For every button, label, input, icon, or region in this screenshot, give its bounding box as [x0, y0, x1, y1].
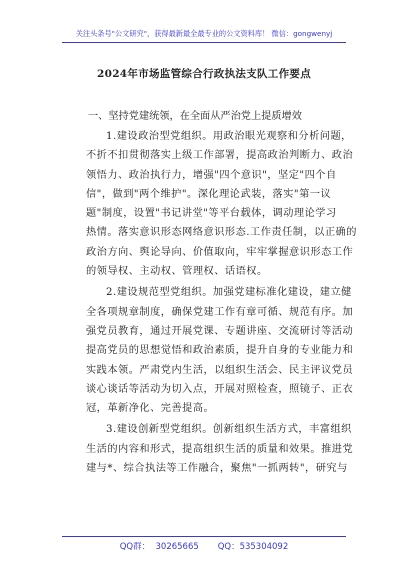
paragraph-2 [86, 283, 354, 418]
section-heading: 一、坚持党建统领，在全面从严治党上提质增效 [88, 111, 302, 122]
paragraph-line: 信"，做到"两个维护"。深化理论武装，落实"第一议 [86, 188, 332, 200]
paragraph-line: 强党员教育，通过开展党课、专题讲座、交流研讨等活动 [86, 325, 354, 337]
paragraph-line: 冠，革新净化、完善提高。 [86, 403, 215, 415]
paragraph-line: 提高党员的思想觉悟和政治素质，提升自身的专业能力和 [86, 345, 354, 357]
paragraph-3 [86, 420, 354, 478]
paragraph-line: 的领导权、主动权、管理权、话语权。 [86, 266, 268, 278]
paragraph-line: 政治方向、舆论导向、价值取向，牢牢掌握意识形态工作 [86, 246, 354, 258]
paragraph-1 [86, 127, 357, 281]
paragraph-line: 2.建设规范型党组织。加强党建标准化建设，建立健 [106, 287, 352, 299]
paragraph-line: 领悟力、政治执行力，增强"四个意识"，坚定"四个自 [86, 169, 337, 181]
paragraph-line: 生活的内容和形式，提高组织生活的质量和效果。推进党 [86, 443, 354, 455]
paragraph-line: 全各项规章制度，确保党建工作有章可循、规范有序。加 [86, 306, 354, 318]
paragraph-line: 题"制度，设置"书记讲堂"等平台载体，调动理论学习 [86, 208, 337, 220]
paragraph-line: 3.建设创新型党组织。创新组织生活方式，丰富组织 [106, 424, 352, 436]
paragraph-line: 不折不扣贯彻落实上级工作部署，提高政治判断力、政治 [86, 150, 354, 162]
document-title: 2024年市场监管综合行政执法支队工作要点 [96, 68, 312, 80]
paragraph-line: 谈心谈话等活动为切入点，开展对照检查，照镜子、正衣 [86, 383, 354, 395]
header-divider [62, 42, 346, 43]
paragraph-line: 实践本领。严肃党内生活，以组织生活会、民主评议党员 [86, 364, 354, 376]
footer-divider [62, 536, 346, 537]
footer-contact: QQ群： 30265665 QQ：535304092 [119, 542, 289, 552]
paragraph-line: 建与*、综合执法等工作融合，聚焦"一抓两转"，研究与 [86, 463, 348, 475]
header-banner: 关注头条号"公文研究"，获得最新最全最专业的公文资料库！ 微信：gongwenyj [75, 29, 333, 38]
document-body [86, 108, 357, 480]
paragraph-line: 1.建设政治型党组织。用政治眼光观察和分析问题， [106, 131, 352, 142]
paragraph-line: 热情。落实意识形态网络意识形态.工作责任制，以正确的 [86, 227, 357, 239]
